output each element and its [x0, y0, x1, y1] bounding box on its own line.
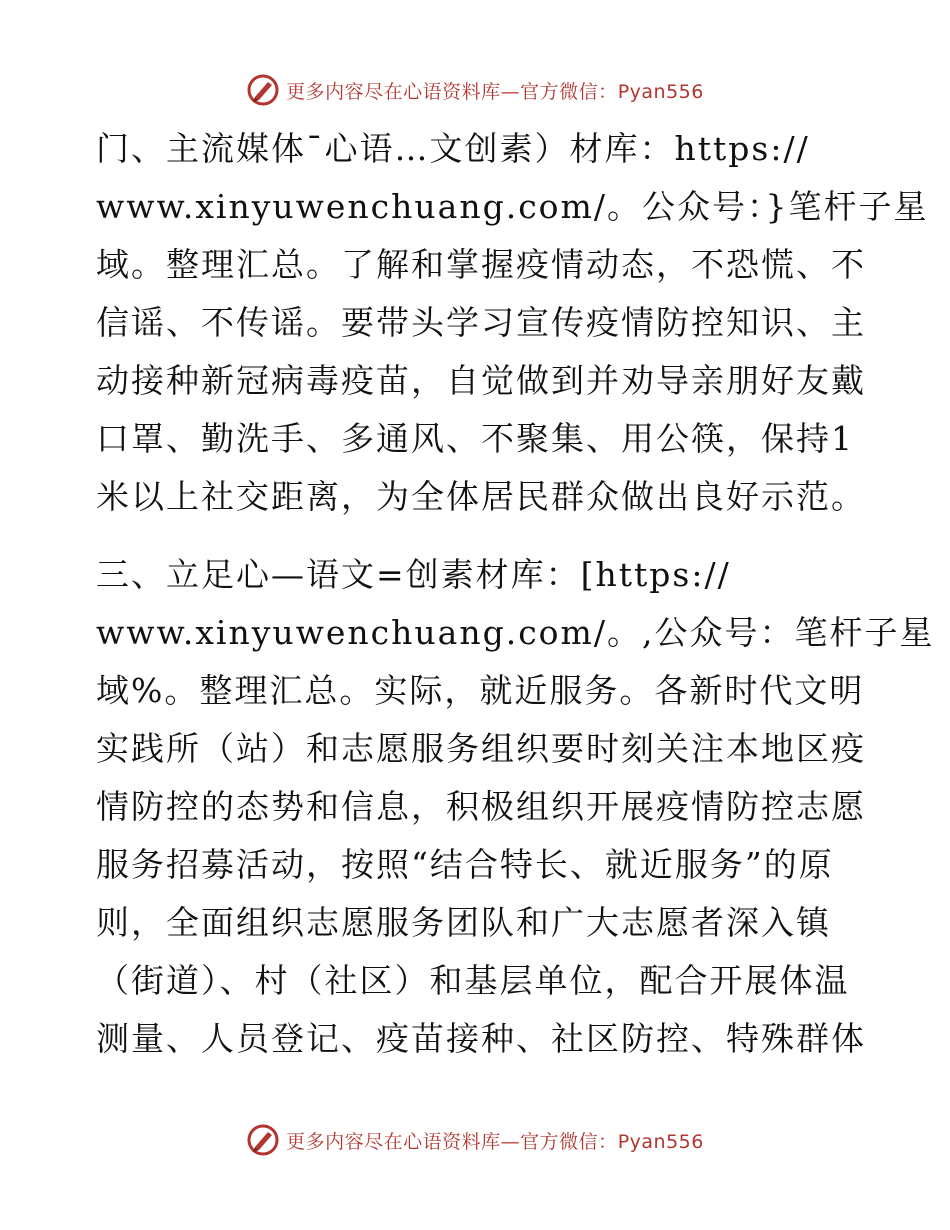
document-body [96, 120, 935, 1068]
text-line: 情防控的态势和信息，积极组织开展疫情防控志愿 [96, 787, 866, 826]
footer-banner [0, 1120, 950, 1160]
header-banner-text: 更多内容尽在心语资料库—官方微信：Pyan556 [286, 80, 704, 103]
pen-logo-icon [246, 1123, 280, 1157]
text-line: 测量、人员登记、疫苗接种、社区防控、特殊群体 [96, 1019, 866, 1058]
header-banner [0, 70, 950, 110]
pen-logo-icon [246, 73, 280, 107]
text-line: 口罩、勤洗手、多通风、不聚集、用公筷，保持1 [96, 419, 854, 458]
text-line: 信谣、不传谣。要带头学习宣传疫情防控知识、主 [96, 303, 866, 342]
text-line: 域。整理汇总。了解和掌握疫情动态，不恐慌、不 [96, 245, 866, 284]
text-line: 服务招募活动，按照“结合特长、就近服务”的原 [96, 845, 834, 884]
paragraph-2 [96, 546, 935, 1068]
text-line: www.xinyuwenchuang.com/。,公众号：笔杆子星 [96, 613, 935, 652]
paragraph-1 [96, 120, 929, 526]
text-line: 米以上社交距离，为全体居民群众做出良好示范。 [96, 477, 866, 516]
text-line: 实践所（站）和志愿服务组织要时刻关注本地区疫 [96, 729, 866, 768]
text-line: www.xinyuwenchuang.com/。公众号：}笔杆子星 [96, 187, 929, 226]
text-line: 动接种新冠病毒疫苗，自觉做到并劝导亲朋好友戴 [96, 361, 866, 400]
text-line: 门、主流媒体¯心语…文创素）材库：https:// [96, 129, 810, 168]
text-line: （街道）、村（社区）和基层单位，配合开展体温 [96, 961, 850, 1000]
text-line: 则，全面组织志愿服务团队和广大志愿者深入镇 [96, 903, 831, 942]
text-line: 三、立足心—语文=创素材库：[https:// [96, 555, 731, 594]
text-line: 域%。整理汇总。实际，就近服务。各新时代文明 [96, 671, 865, 710]
paragraph-gap [96, 526, 856, 546]
footer-banner-text: 更多内容尽在心语资料库—官方微信：Pyan556 [286, 1130, 704, 1153]
